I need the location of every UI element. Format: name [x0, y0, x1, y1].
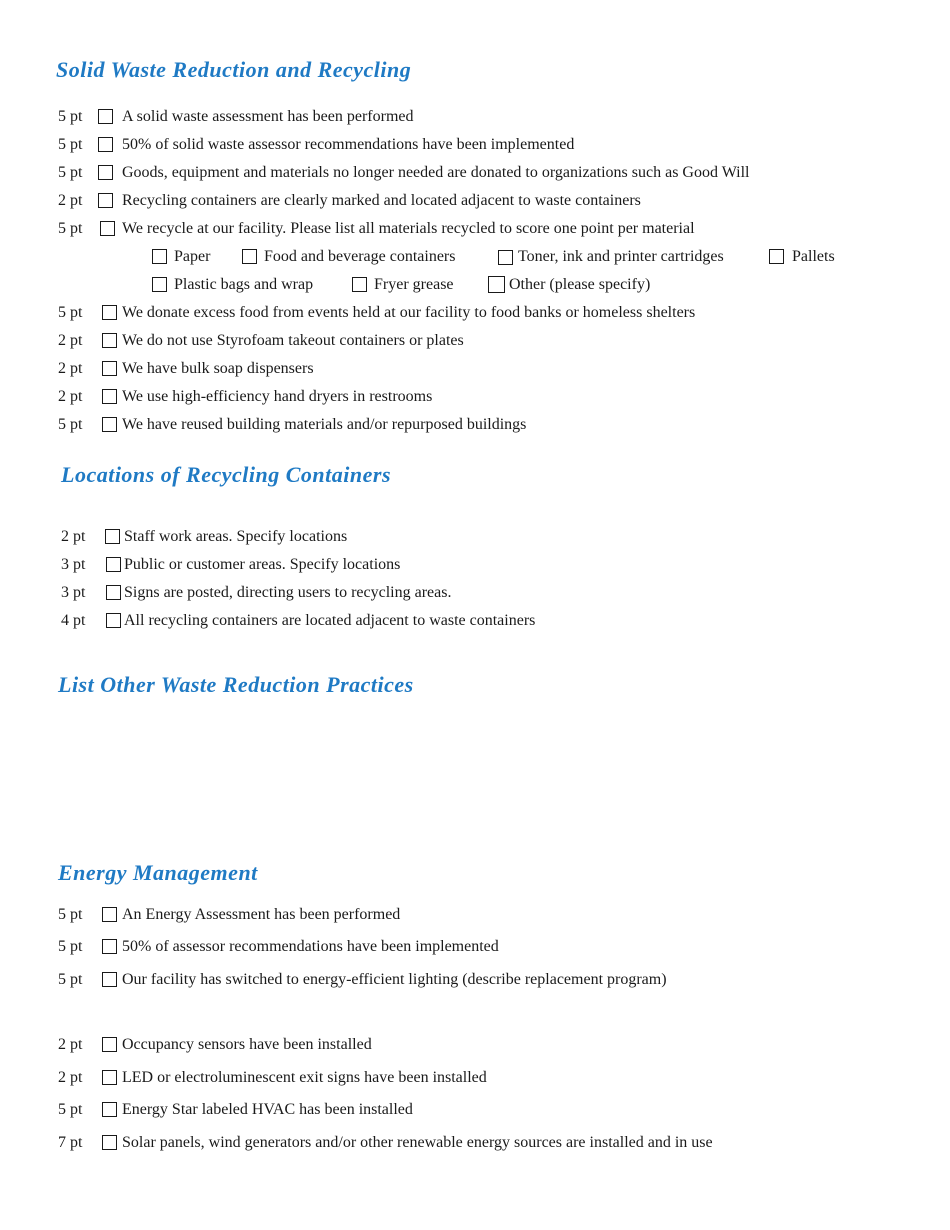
checkbox[interactable]	[152, 249, 167, 264]
checkbox[interactable]	[98, 193, 113, 208]
item-text: We have bulk soap dispensers	[122, 360, 314, 377]
checkbox[interactable]	[102, 972, 117, 987]
item-text: Occupancy sensors have been installed	[122, 1036, 372, 1053]
material-label: Food and beverage containers	[264, 248, 456, 265]
points-label: 2 pt	[58, 192, 83, 209]
points-label: 7 pt	[58, 1134, 83, 1151]
checkbox[interactable]	[106, 613, 121, 628]
item-text: We have reused building materials and/or repurposed buildings	[122, 416, 527, 433]
section-title-solid-waste: Solid Waste Reduction and Recycling	[56, 57, 412, 82]
item-text: Goods, equipment and materials no longer needed are donated to organizations such as Good Will	[122, 164, 750, 181]
material-label: Toner, ink and printer cartridges	[518, 248, 724, 265]
checkbox[interactable]	[98, 109, 113, 124]
item-text: Our facility has switched to energy-efficient lighting (describe replacement program)	[122, 971, 667, 988]
checkbox[interactable]	[102, 1070, 117, 1085]
material-label: Paper	[174, 248, 211, 265]
item-text: Recycling containers are clearly marked and located adjacent to waste containers	[122, 192, 641, 209]
checkbox[interactable]	[106, 585, 121, 600]
checkbox[interactable]	[102, 1135, 117, 1150]
checkbox[interactable]	[242, 249, 257, 264]
item-text: Energy Star labeled HVAC has been installed	[122, 1101, 413, 1118]
item-text: 50% of assessor recommendations have been implemented	[122, 938, 499, 955]
points-label: 5 pt	[58, 164, 83, 181]
points-label: 5 pt	[58, 304, 83, 321]
checkbox[interactable]	[106, 557, 121, 572]
item-text: Solar panels, wind generators and/or other renewable energy sources are installed and in use	[122, 1134, 713, 1151]
checkbox[interactable]	[102, 389, 117, 404]
checkbox[interactable]	[105, 529, 120, 544]
checkbox[interactable]	[102, 361, 117, 376]
item-text: Staff work areas. Specify locations	[124, 528, 348, 545]
item-text: Signs are posted, directing users to recycling areas.	[124, 584, 452, 601]
points-label: 3 pt	[61, 556, 86, 573]
item-text: An Energy Assessment has been performed	[122, 906, 401, 923]
checkbox[interactable]	[98, 137, 113, 152]
points-label: 2 pt	[58, 1069, 83, 1086]
item-text: Public or customer areas. Specify locations	[124, 556, 401, 573]
checkbox[interactable]	[100, 221, 115, 236]
item-text: We do not use Styrofoam takeout containers or plates	[122, 332, 464, 349]
points-label: 5 pt	[58, 136, 83, 153]
material-label: Plastic bags and wrap	[174, 276, 314, 293]
item-text: All recycling containers are located adjacent to waste containers	[124, 612, 536, 629]
item-text: We recycle at our facility. Please list all materials recycled to score one point per material	[122, 220, 695, 237]
points-label: 3 pt	[61, 584, 86, 601]
section-title-locations: Locations of Recycling Containers	[61, 462, 391, 487]
checkbox[interactable]	[98, 165, 113, 180]
material-label: Pallets	[792, 248, 835, 265]
checkbox[interactable]	[152, 277, 167, 292]
points-label: 5 pt	[58, 971, 83, 988]
checkbox[interactable]	[102, 305, 117, 320]
checkbox[interactable]	[352, 277, 367, 292]
points-label: 2 pt	[58, 388, 83, 405]
section-title-energy: Energy Management	[58, 860, 258, 885]
checkbox[interactable]	[102, 907, 117, 922]
points-label: 5 pt	[58, 108, 83, 125]
points-label: 2 pt	[58, 360, 83, 377]
item-text: We use high-efficiency hand dryers in restrooms	[122, 388, 433, 405]
checkbox[interactable]	[102, 333, 117, 348]
section-title-other-practices: List Other Waste Reduction Practices	[58, 672, 414, 697]
item-text: We donate excess food from events held at our facility to food banks or homeless shelters	[122, 304, 696, 321]
checkbox[interactable]	[102, 417, 117, 432]
checkbox[interactable]	[102, 939, 117, 954]
checkbox[interactable]	[102, 1102, 117, 1117]
points-label: 2 pt	[61, 528, 86, 545]
points-label: 4 pt	[61, 612, 86, 629]
points-label: 5 pt	[58, 938, 83, 955]
material-label: Other (please specify)	[509, 276, 651, 293]
points-label: 5 pt	[58, 1101, 83, 1118]
item-text: 50% of solid waste assessor recommendations have been implemented	[122, 136, 575, 153]
checkbox[interactable]	[102, 1037, 117, 1052]
material-label: Fryer grease	[374, 276, 454, 293]
points-label: 5 pt	[58, 906, 83, 923]
points-label: 2 pt	[58, 332, 83, 349]
item-text: LED or electroluminescent exit signs have been installed	[122, 1069, 487, 1086]
checkbox[interactable]	[488, 276, 505, 293]
checkbox[interactable]	[769, 249, 784, 264]
points-label: 2 pt	[58, 1036, 83, 1053]
points-label: 5 pt	[58, 220, 83, 237]
item-text: A solid waste assessment has been performed	[122, 108, 414, 125]
checkbox[interactable]	[498, 250, 513, 265]
points-label: 5 pt	[58, 416, 83, 433]
